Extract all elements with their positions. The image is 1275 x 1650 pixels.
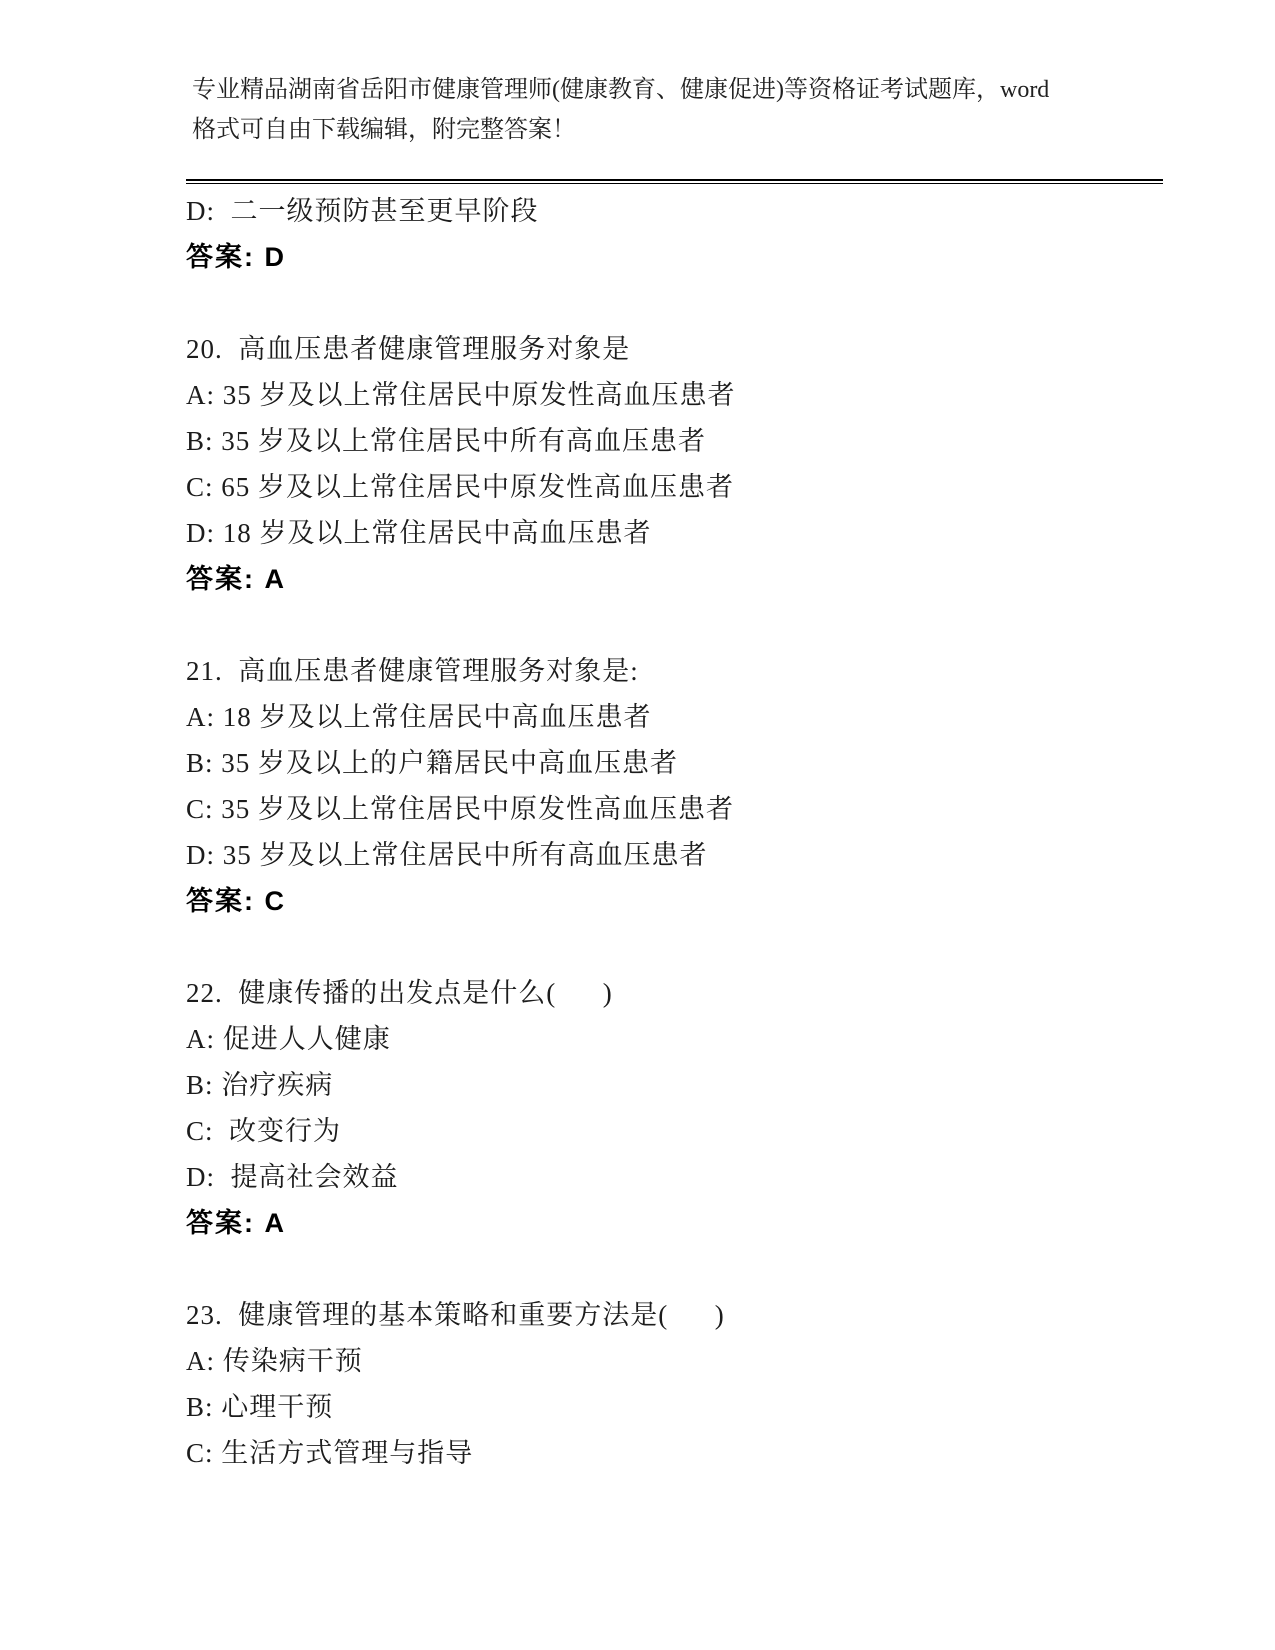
question-22-answer: 答案: A [186, 1208, 286, 1238]
question-20-option-b: B: 35 岁及以上常住居民中所有高血压患者 [186, 426, 707, 456]
questions-list [186, 188, 1163, 1476]
question-21-option-a: A: 18 岁及以上常住居民中高血压患者 [186, 702, 652, 732]
question-19-block [186, 188, 1163, 280]
question-20-option-a: A: 35 岁及以上常住居民中原发性高血压患者 [186, 380, 736, 410]
question-20-answer: 答案: A [186, 564, 286, 594]
question-22-option-d: D: 提高社会效益 [186, 1162, 399, 1192]
question-23-option-a: A: 传染病干预 [186, 1346, 363, 1376]
question-23-title: 23. 健康管理的基本策略和重要方法是( ) [186, 1300, 725, 1330]
question-19-option-d: D: 二一级预防甚至更早阶段 [186, 196, 539, 226]
question-20-option-d: D: 18 岁及以上常住居民中高血压患者 [186, 518, 652, 548]
question-21-option-b: B: 35 岁及以上的户籍居民中高血压患者 [186, 748, 679, 778]
question-20-title: 20. 高血压患者健康管理服务对象是 [186, 334, 631, 364]
question-22-option-b: B: 治疗疾病 [186, 1070, 334, 1100]
question-22-block [186, 970, 1163, 1246]
document-header [186, 70, 1163, 150]
question-23-option-c: C: 生活方式管理与指导 [186, 1438, 474, 1468]
question-21-answer: 答案: C [186, 886, 286, 916]
question-23-block [186, 1292, 1163, 1476]
header-divider [186, 179, 1163, 184]
question-20-block [186, 326, 1163, 602]
question-21-option-d: D: 35 岁及以上常住居民中所有高血压患者 [186, 840, 708, 870]
question-19-answer: 答案: D [186, 242, 286, 272]
question-21-block [186, 648, 1163, 924]
question-21-option-c: C: 35 岁及以上常住居民中原发性高血压患者 [186, 794, 735, 824]
header-line-1: 专业精品湖南省岳阳市健康管理师(健康教育、健康促进)等资格证考试题库，word [192, 77, 1050, 103]
question-22-title: 22. 健康传播的出发点是什么( ) [186, 978, 613, 1008]
question-20-option-c: C: 65 岁及以上常住居民中原发性高血压患者 [186, 472, 735, 502]
header-line-2: 格式可自由下载编辑，附完整答案！ [192, 117, 576, 143]
question-22-option-a: A: 促进人人健康 [186, 1024, 391, 1054]
question-23-option-b: B: 心理干预 [186, 1392, 334, 1422]
question-21-title: 21. 高血压患者健康管理服务对象是: [186, 656, 639, 686]
question-22-option-c: C: 改变行为 [186, 1116, 342, 1146]
